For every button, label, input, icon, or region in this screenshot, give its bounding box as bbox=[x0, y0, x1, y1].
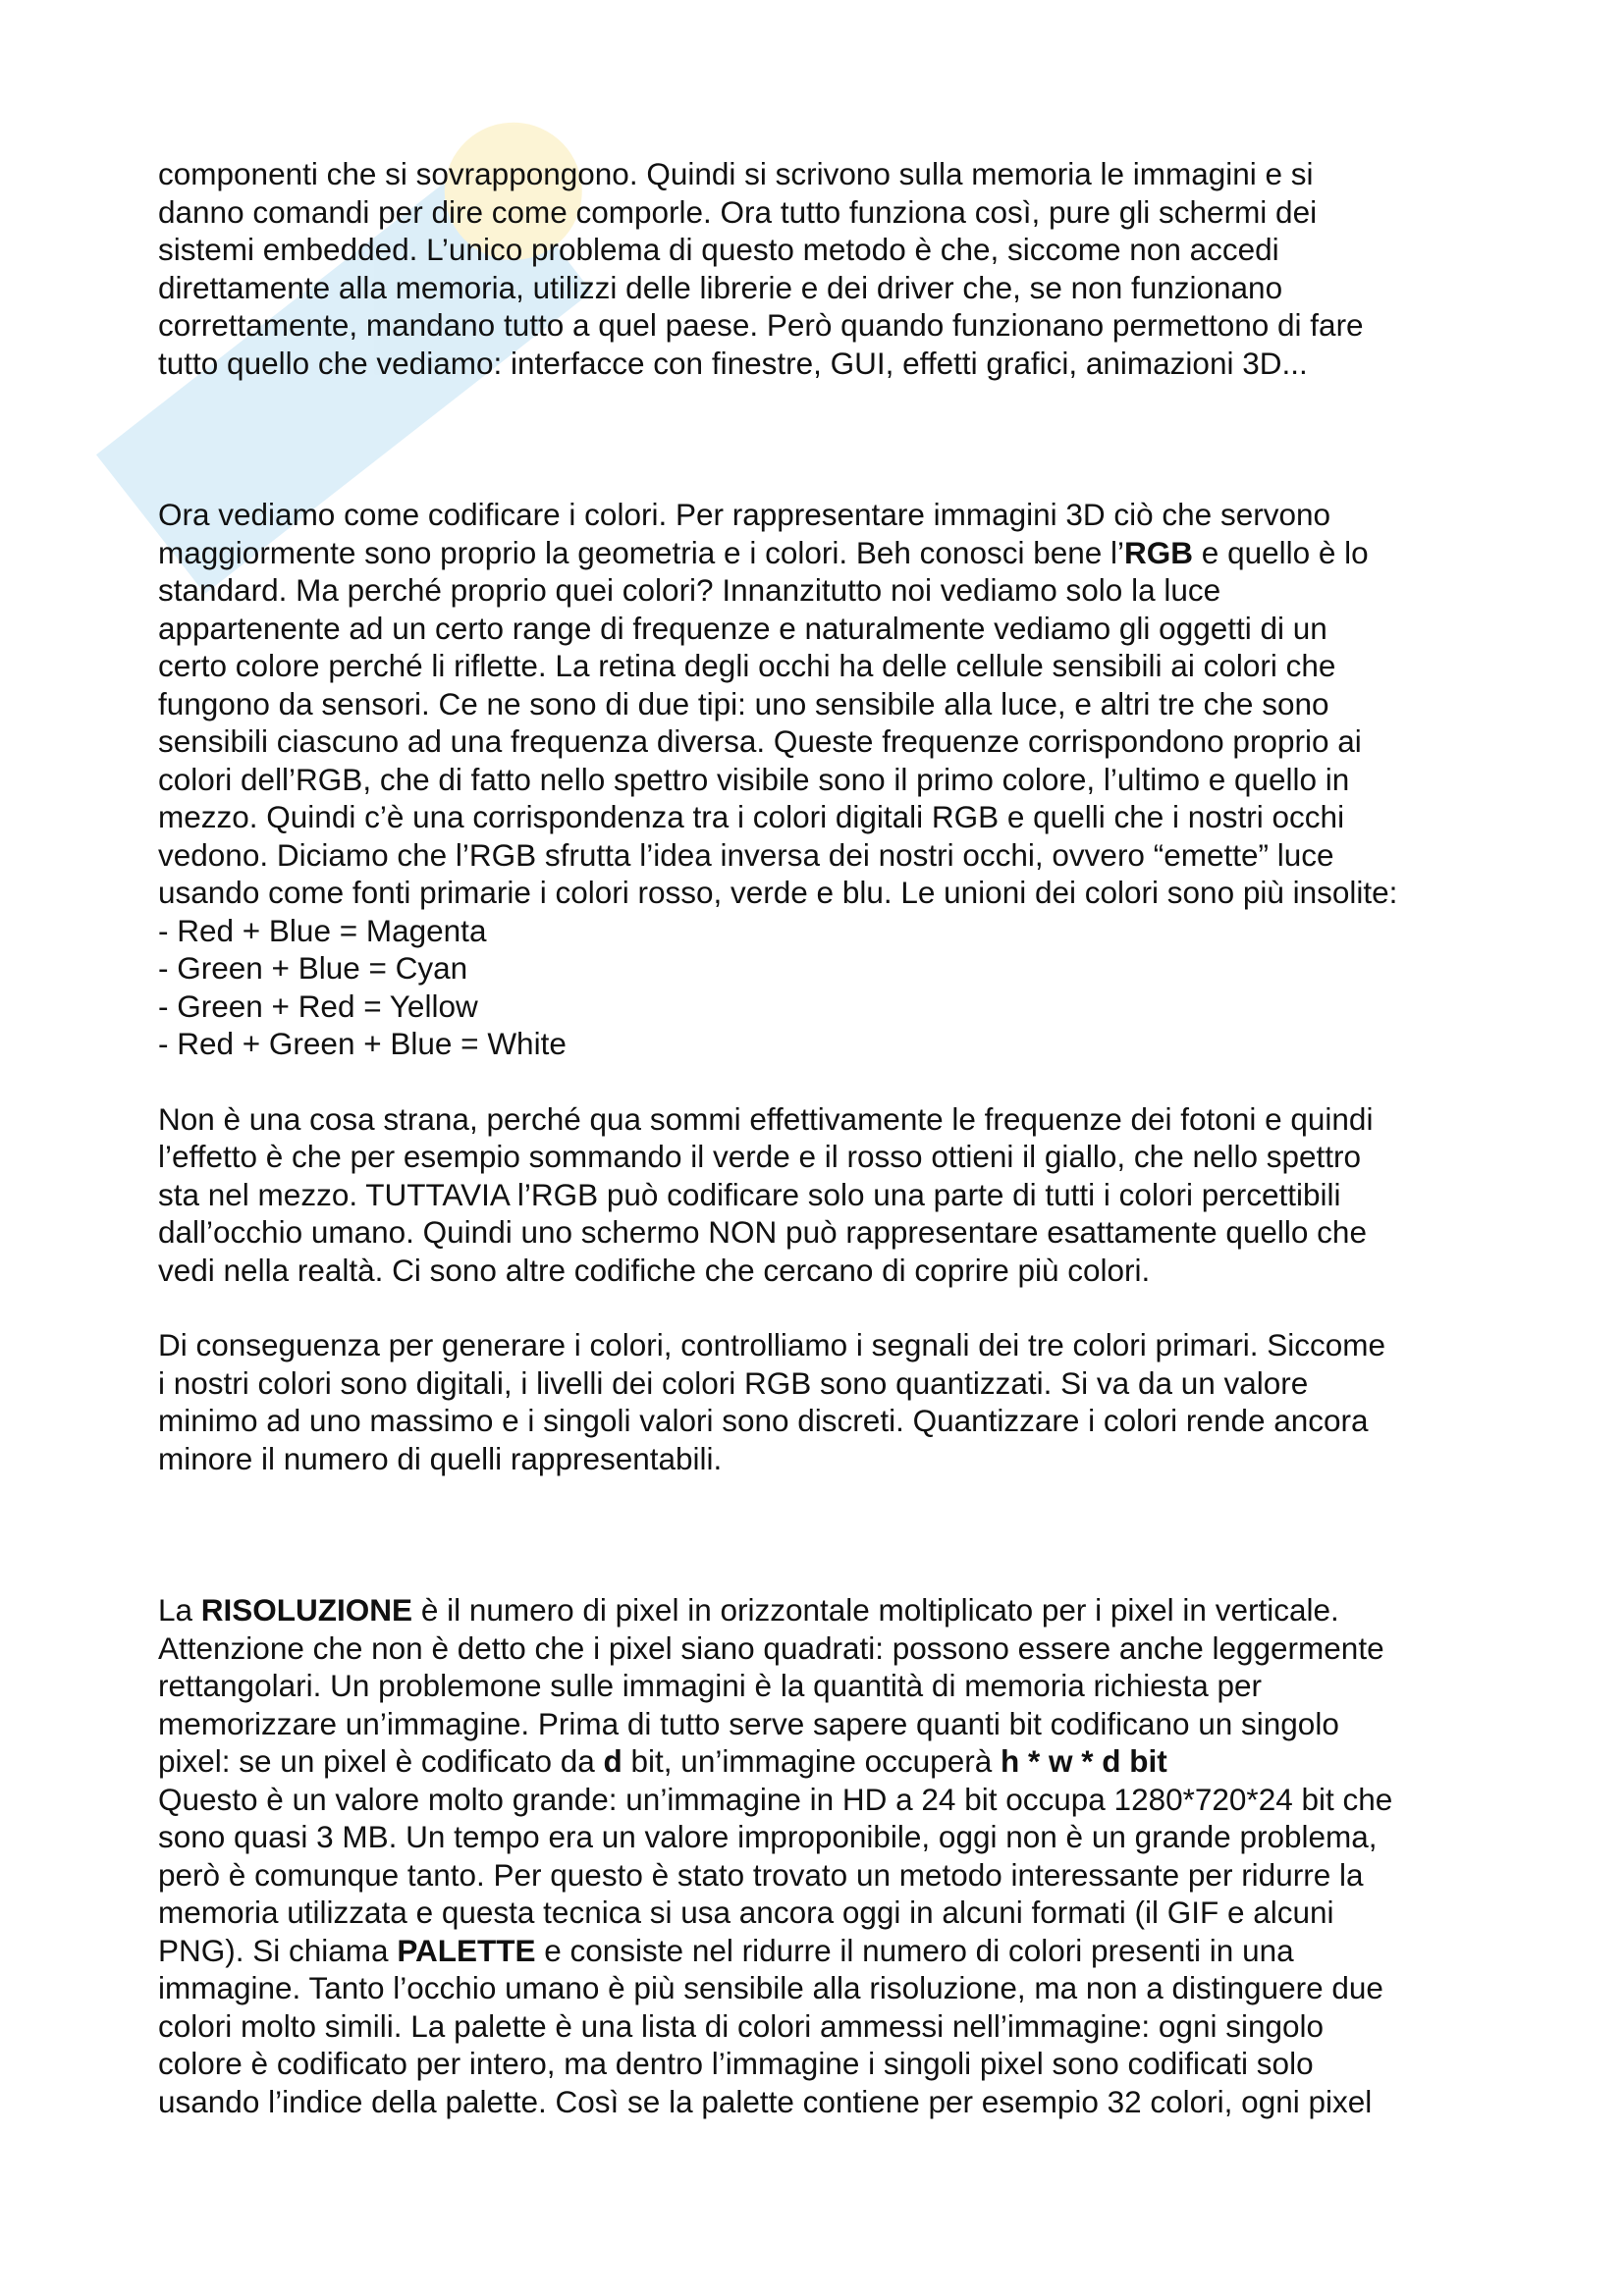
text-run: Di conseguenza per generare i colori, controlliamo i segnali dei tre colori primari. Siccome i nostri colori sono digitali, i livelli dei colori RGB sono quantizzati. Si va da un valore minimo ad uno massimo e i singoli valori sono discreti. Quantizzare i colori rende ancora minore il numero di quelli rappresentabili. bbox=[158, 1327, 1386, 1476]
bold-term: d bbox=[603, 1743, 623, 1779]
paragraph bbox=[158, 496, 1493, 1063]
text-run: Ora vediamo come codificare i colori. Per rappresentare immagini 3D ciò che servono maggiormente sono proprio la geometria e i colori. Beh conosci bene l’ bbox=[158, 497, 1331, 570]
document-body bbox=[158, 155, 1493, 2120]
text-run: e quello è lo standard. Ma perché proprio quei colori? Innanzitutto noi vediamo solo la luce appartenente ad un certo range di frequenze e naturalmente vediamo gli oggetti di un certo colore perché li riflette. La retina degli occhi ha delle cellule sensibili ai colori che fungono da sensori. Ce ne sono di due tipi: uno sensibile alla luce, e altri tre che sono sensibili ciascuno ad una frequenza diversa. Queste frequenze corrispondono proprio ai colori dell’RGB, che di fatto nello spettro visibile sono il primo colore, l’ultimo e quello in mezzo. Quindi c’è una corrispondenza tra i colori digitali RGB e quelli che i nostri occhi vedono. Diciamo che l’RGB sfrutta l’idea inversa dei nostri occhi, ovvero “emette” luce usando come fonti primarie i colori rosso, verde e blu. Le unioni dei colori sono più insolite: - Red + Blue = Magenta - Green + Blue = Cyan - Green + Red = Yellow - Red + Green + Blue = White bbox=[158, 534, 1398, 1061]
paragraph bbox=[158, 1100, 1493, 1290]
text-run: Questo è un valore molto grande: un’immagine in HD a 24 bit occupa 1280*720*24 bit che sono quasi 3 MB. Un tempo era un valore improponibile, oggi non è un grande problema, però è comunque tanto. Per questo è stato trovato un metodo interessante per ridurre la memoria utilizzata e questa tecnica si usa ancora oggi in alcuni formati (il GIF e alcuni PNG). Si chiama bbox=[158, 1781, 1393, 1968]
paragraph bbox=[158, 1326, 1493, 1477]
text-run: è il numero di pixel in orizzontale moltiplicato per i pixel in verticale. Attenzione che non è detto che i pixel siano quadrati: possono essere anche leggermente rettangolari. Un problemone sulle immagini è la quantità di memoria richiesta per memorizzare un’immagine. Prima di tutto serve sapere quanti bit codificano un singolo pixel: se un pixel è codificato da bbox=[158, 1592, 1384, 1779]
text-run: componenti che si sovrappongono. Quindi si scrivono sulla memoria le immagini e si danno comandi per dire come comporle. Ora tutto funziona così, pure gli schermi dei sistemi embedded. L’unico problema di questo metodo è che, siccome non accedi direttamente alla memoria, utilizzi delle librerie e dei driver che, se non funzionano correttamente, mandano tutto a quel paese. Però quando funzionano permettono di fare tutto quello che vediamo: interfacce con finestre, GUI, effetti grafici, animazioni 3D... bbox=[158, 156, 1364, 381]
bold-term: RGB bbox=[1124, 534, 1194, 570]
text-run: bit, un’immagine occuperà bbox=[622, 1743, 1001, 1779]
text-run: Non è una cosa strana, perché qua sommi effettivamente le frequenze dei fotoni e quindi l’effetto è che per esempio sommando il verde e il rosso ottieni il giallo, che nello spettro sta nel mezzo. TUTTAVIA l’RGB può codificare solo una parte di tutti i colori percettibili dall’occhio umano. Quindi uno schermo NON può rappresentare esattamente quello che vedi nella realtà. Ci sono altre codifiche che cercano di coprire più colori. bbox=[158, 1100, 1374, 1288]
paragraph bbox=[158, 1591, 1493, 2120]
bold-term: PALETTE bbox=[397, 1932, 536, 1968]
text-run: La bbox=[158, 1592, 201, 1628]
text-run: e consiste nel ridurre il numero di colori presenti in una immagine. Tanto l’occhio umano è più sensibile alla risoluzione, ma non a distinguere due colori molto simili. La palette è una lista di colori ammessi nell’immagine: ogni singolo colore è codificato per intero, ma dentro l’immagine i singoli pixel sono codificati solo usando l’indice della palette. Così se la palette contiene per esempio 32 colori, ogni pixel bbox=[158, 1932, 1383, 2119]
paragraph bbox=[158, 155, 1493, 382]
bold-term: RISOLUZIONE bbox=[200, 1592, 413, 1628]
bold-term: h * w * d bit bbox=[1000, 1743, 1167, 1779]
